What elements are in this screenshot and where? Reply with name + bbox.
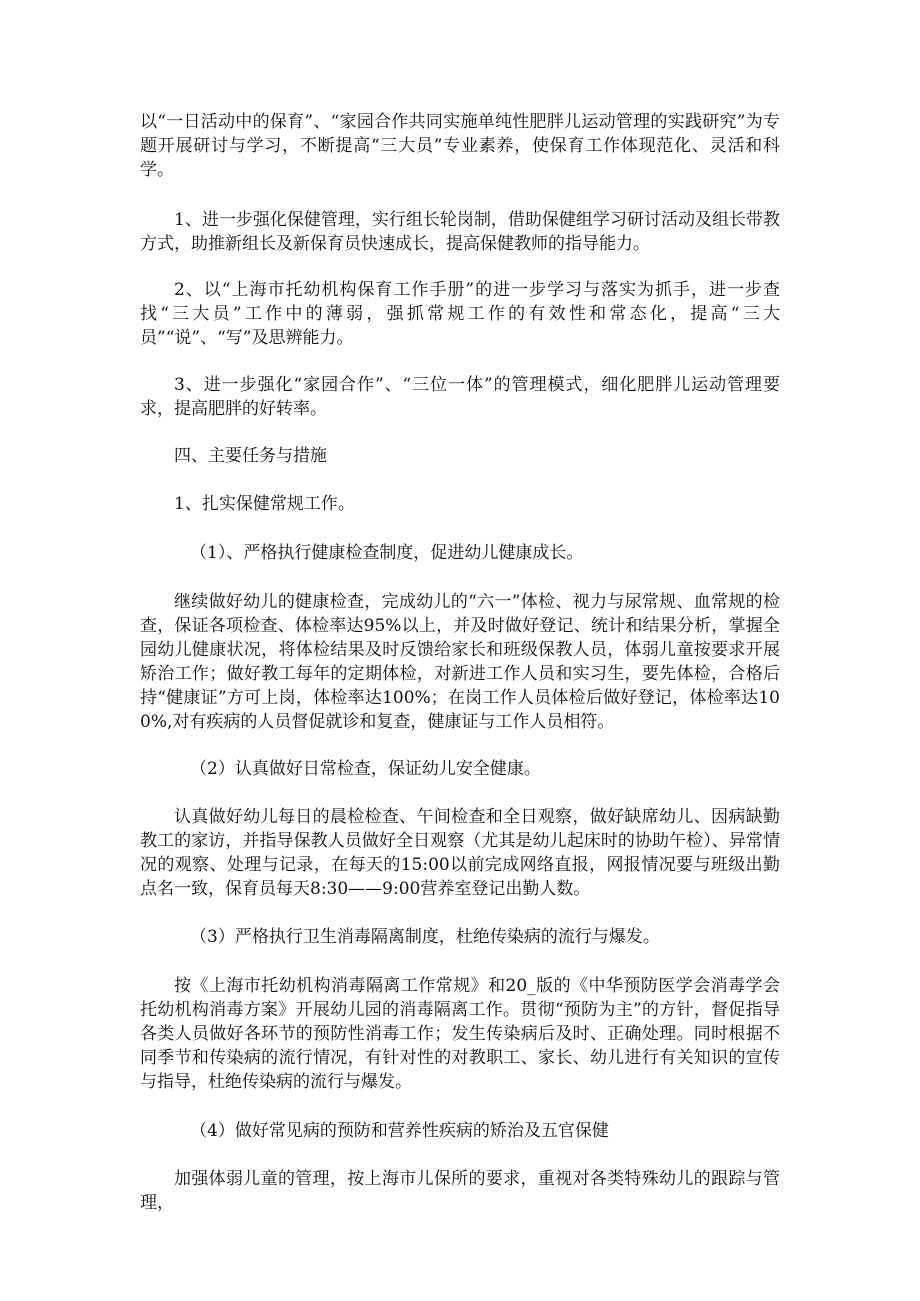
item-heading-2: （2）认真做好日常检查，保证幼儿安全健康。 — [190, 759, 541, 779]
item-heading-4: （4）做好常见病的预防和营养性疾病的矫治及五官保健 — [190, 1121, 609, 1141]
paragraph-weak-children: 加强体弱儿童的管理，按上海市儿保所的要求，重视对各类特殊幼儿的跟踪与管理， — [140, 1169, 780, 1213]
paragraph-item-3: 3、进一步强化“家园合作”、“三位一体”的管理模式，细化肥胖儿运动管理要求，提高肥胖的好转率。 — [140, 375, 780, 419]
item-heading-3: （3）严格执行卫生消毒隔离制度，杜绝传染病的流行与爆发。 — [190, 927, 660, 947]
paragraph-health-check: 继续做好幼儿的健康检查，完成幼儿的“六一”体检、视力与尿常规、血常规的检查，保证各项检查、体检率达95%以上，并及时做好登记、统计和结果分析，掌握全园幼儿健康状况，将体检结果及时反馈给家长和班级保教人员，体弱儿童按要求开展矫治工作；做好教工每年的定期体检，对新进工作人员和实习生，要先体检，合格后持“健康证”方可上岗，体检率达100%；在岗工作人员体检后做好登记，体检率达100%,对有疾病的人员督促就诊和复查，健康证与工作人员相符。 — [140, 592, 780, 732]
item-heading-1: （1）、严格执行健康检查制度，促进幼儿健康成长。 — [190, 543, 584, 563]
subheading-1: 1、扎实保健常规工作。 — [174, 494, 355, 514]
paragraph-disinfection: 按《上海市托幼机构消毒隔离工作常规》和20_版的《中华预防医学会消毒学会托幼机构消毒方案》开展幼儿园的消毒隔离工作。贯彻“预防为主”的方针，督促指导各类人员做好各环节的预防性消毒工作；发生传染病后及时、正确处理。同时根据不同季节和传染病的流行情况，有针对性的对教职工、家长、幼儿进行有关知识的宣传与指导，杜绝传染病的流行与爆发。 — [140, 976, 780, 1092]
paragraph-daily-check: 认真做好幼儿每日的晨检检查、午间检查和全日观察，做好缺席幼儿、因病缺勤教工的家访，并指导保教人员做好全日观察（尤其是幼儿起床时的协助午检）、异常情况的观察、处理与记录，在每天的15:00以前完成网络直报，网报情况要与班级出勤点名一致，保育员每天8:30——9:00营养室登记出勤人数。 — [140, 807, 780, 899]
paragraph-intro: 以“一日活动中的保育”、“家园合作共同实施单纯性肥胖儿运动管理的实践研究”为专题开展研讨与学习，不断提高“三大员”专业素养，使保育工作体现范化、灵活和科学。 — [140, 112, 780, 180]
paragraph-item-2: 2、以“上海市托幼机构保育工作手册”的进一步学习与落实为抓手，进一步查找“三大员”工作中的薄弱，强抓常规工作的有效性和常态化，提高“三大员”“说”、“写”及思辨能力。 — [140, 280, 780, 348]
paragraph-item-1: 1、进一步强化保健管理，实行组长轮岗制，借助保健组学习研讨活动及组长带教方式，助推新组长及新保育员快速成长，提高保健教师的指导能力。 — [140, 210, 780, 254]
section-heading-4: 四、主要任务与措施 — [174, 446, 327, 466]
